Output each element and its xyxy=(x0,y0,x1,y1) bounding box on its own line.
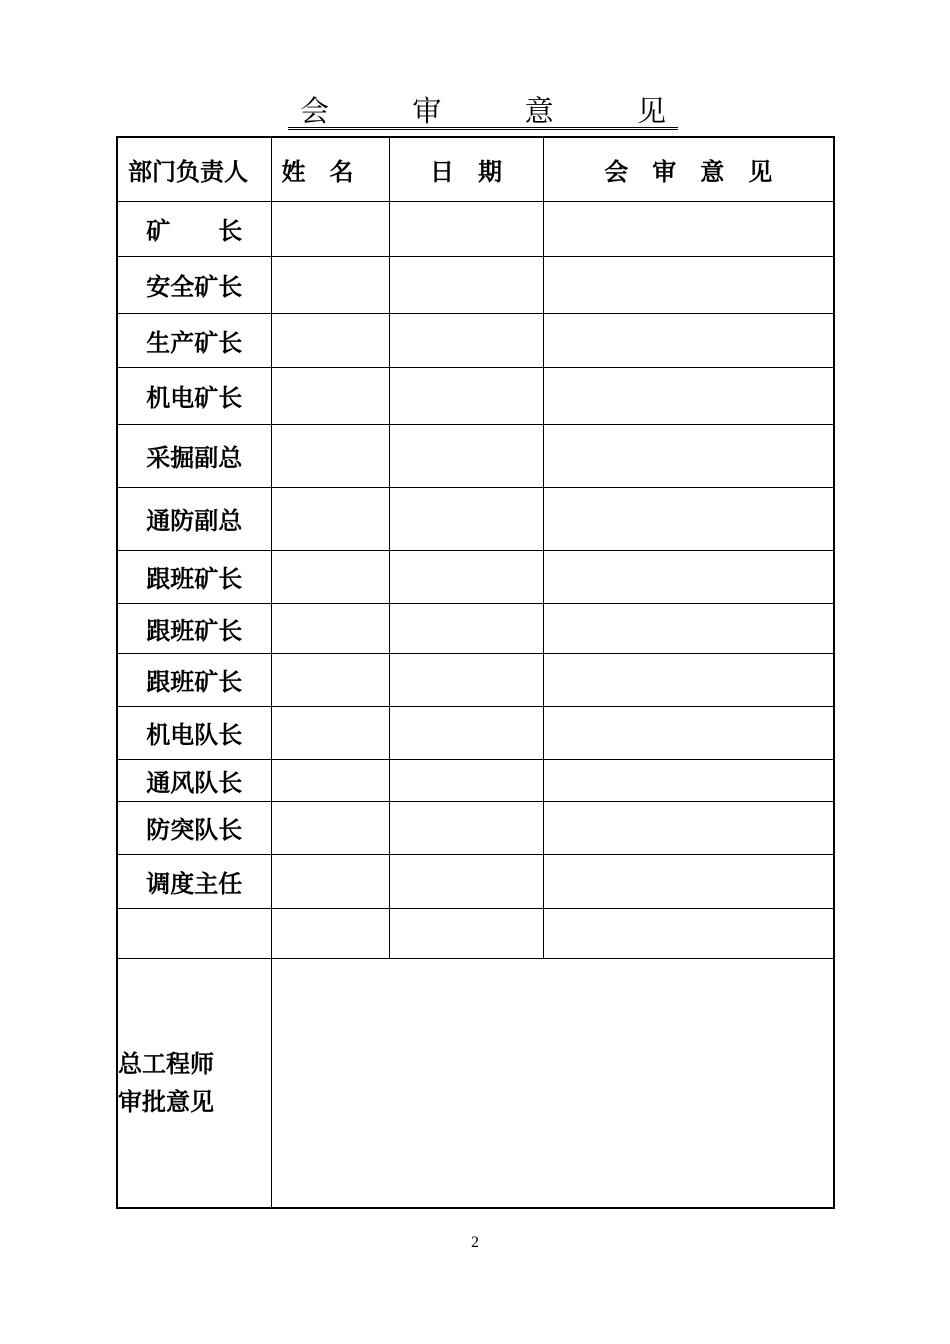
role-cell: 跟班矿长 xyxy=(117,653,271,706)
role-cell: 调度主任 xyxy=(117,854,271,908)
date-cell[interactable] xyxy=(389,201,543,256)
date-cell[interactable] xyxy=(389,908,543,958)
role-cell: 安全矿长 xyxy=(117,256,271,313)
title-char-1: 会 xyxy=(300,94,330,128)
opinion-cell[interactable] xyxy=(543,759,834,801)
role-cell: 跟班矿长 xyxy=(117,603,271,653)
header-opinion: 会 审 意 见 xyxy=(543,137,834,201)
opinion-cell[interactable] xyxy=(543,201,834,256)
header-date: 日 期 xyxy=(389,137,543,201)
name-cell[interactable] xyxy=(271,550,389,603)
name-cell[interactable] xyxy=(271,706,389,759)
role-cell: 机电矿长 xyxy=(117,367,271,424)
table-row xyxy=(117,313,834,367)
header-department-head: 部门负责人 xyxy=(117,137,271,201)
table-row xyxy=(117,367,834,424)
date-cell[interactable] xyxy=(389,424,543,487)
header-name: 姓 名 xyxy=(271,137,389,201)
approval-label-line2: 审批意见 xyxy=(118,1087,214,1116)
opinion-cell[interactable] xyxy=(543,854,834,908)
date-cell[interactable] xyxy=(389,487,543,550)
page-number: 2 xyxy=(471,1234,479,1251)
table-row xyxy=(117,424,834,487)
role-cell: 防突队长 xyxy=(117,801,271,854)
opinion-cell[interactable] xyxy=(543,653,834,706)
approval-label xyxy=(117,958,271,1208)
review-table xyxy=(116,136,835,1209)
name-cell[interactable] xyxy=(271,603,389,653)
table-row xyxy=(117,201,834,256)
name-cell[interactable] xyxy=(271,367,389,424)
table-row xyxy=(117,550,834,603)
name-cell[interactable] xyxy=(271,424,389,487)
title-char-3: 意 xyxy=(524,94,554,128)
name-cell[interactable] xyxy=(271,487,389,550)
table-row xyxy=(117,801,834,854)
date-cell[interactable] xyxy=(389,759,543,801)
name-cell[interactable] xyxy=(271,908,389,958)
table-row xyxy=(117,603,834,653)
table-row xyxy=(117,759,834,801)
date-cell[interactable] xyxy=(389,256,543,313)
role-cell: 采掘副总 xyxy=(117,424,271,487)
date-cell[interactable] xyxy=(389,801,543,854)
opinion-cell[interactable] xyxy=(543,313,834,367)
role-cell: 跟班矿长 xyxy=(117,550,271,603)
role-cell: 机电队长 xyxy=(117,706,271,759)
opinion-cell[interactable] xyxy=(543,550,834,603)
date-cell[interactable] xyxy=(389,706,543,759)
opinion-cell[interactable] xyxy=(543,801,834,854)
table-row xyxy=(117,908,834,958)
opinion-cell[interactable] xyxy=(543,487,834,550)
approval-label-line1: 总工程师 xyxy=(118,1049,214,1078)
role-cell xyxy=(117,908,271,958)
page-title xyxy=(288,92,678,130)
title-char-4: 见 xyxy=(636,94,666,128)
approval-opinion-cell[interactable] xyxy=(271,958,834,1208)
role-cell: 矿 长 xyxy=(117,201,271,256)
date-cell[interactable] xyxy=(389,653,543,706)
opinion-cell[interactable] xyxy=(543,424,834,487)
opinion-cell[interactable] xyxy=(543,908,834,958)
opinion-cell[interactable] xyxy=(543,706,834,759)
table-row xyxy=(117,487,834,550)
name-cell[interactable] xyxy=(271,801,389,854)
table-row xyxy=(117,706,834,759)
name-cell[interactable] xyxy=(271,759,389,801)
role-cell: 生产矿长 xyxy=(117,313,271,367)
opinion-cell[interactable] xyxy=(543,603,834,653)
name-cell[interactable] xyxy=(271,201,389,256)
name-cell[interactable] xyxy=(271,256,389,313)
name-cell[interactable] xyxy=(271,313,389,367)
header-row xyxy=(117,137,834,201)
title-char-2: 审 xyxy=(412,94,442,128)
date-cell[interactable] xyxy=(389,367,543,424)
table-row xyxy=(117,653,834,706)
name-cell[interactable] xyxy=(271,653,389,706)
date-cell[interactable] xyxy=(389,603,543,653)
opinion-cell[interactable] xyxy=(543,256,834,313)
date-cell[interactable] xyxy=(389,550,543,603)
table-row xyxy=(117,854,834,908)
date-cell[interactable] xyxy=(389,313,543,367)
role-cell: 通风队长 xyxy=(117,759,271,801)
role-cell: 通防副总 xyxy=(117,487,271,550)
table-row xyxy=(117,256,834,313)
name-cell[interactable] xyxy=(271,854,389,908)
opinion-cell[interactable] xyxy=(543,367,834,424)
approval-row xyxy=(117,958,834,1208)
date-cell[interactable] xyxy=(389,854,543,908)
